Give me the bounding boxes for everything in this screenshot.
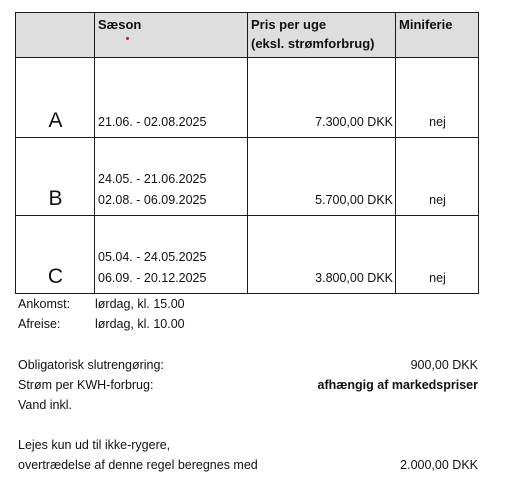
non-smoker-line2: overtrædelse af denne regel beregnes med bbox=[18, 458, 258, 472]
departure-value: lørdag, kl. 10.00 bbox=[95, 317, 185, 331]
miniferie-cell: nej bbox=[396, 58, 479, 138]
non-smoker-fine: 2.000,00 DKK bbox=[400, 458, 478, 472]
season-line: 24.05. - 21.06.2025 bbox=[98, 172, 207, 186]
non-smoker-line1: Lejes kun ud til ikke-rygere, bbox=[18, 438, 171, 452]
cleaning-value: 900,00 DKK bbox=[410, 358, 478, 372]
water-row bbox=[18, 395, 478, 415]
miniferie-cell: nej bbox=[396, 216, 479, 294]
cleaning-row bbox=[18, 355, 478, 375]
non-smoker-block bbox=[18, 435, 478, 475]
departure-label: Afreise: bbox=[18, 317, 61, 331]
price-cell: 7.300,00 DKK bbox=[248, 58, 396, 138]
cleaning-label: Obligatorisk slutrengøring: bbox=[18, 358, 164, 372]
season-cell bbox=[95, 216, 248, 294]
table-header-row bbox=[16, 13, 479, 58]
header-price-line1: Pris per uge bbox=[251, 17, 327, 32]
fees-block bbox=[18, 355, 478, 415]
header-price bbox=[248, 13, 396, 58]
season-line: 02.08. - 06.09.2025 bbox=[98, 193, 207, 207]
price-cell: 5.700,00 DKK bbox=[248, 138, 396, 216]
season-line: 06.09. - 20.12.2025 bbox=[98, 271, 207, 285]
price-table bbox=[15, 12, 479, 294]
header-miniferie: Miniferie bbox=[396, 13, 479, 58]
power-label: Strøm per KWH-forbrug: bbox=[18, 378, 154, 392]
power-row bbox=[18, 375, 478, 395]
header-season bbox=[95, 13, 248, 58]
non-smoker-line2-row bbox=[18, 455, 478, 475]
red-dot-mark bbox=[126, 37, 129, 40]
non-smoker-line1-row bbox=[18, 435, 478, 455]
category-cell: B bbox=[16, 138, 95, 216]
arrival-departure-block bbox=[18, 294, 478, 334]
header-price-line2: (eksl. strømforbrug) bbox=[251, 36, 375, 51]
power-value: afhængig af markedspriser bbox=[317, 378, 478, 392]
header-season-label: Sæson bbox=[98, 17, 142, 32]
arrival-label: Ankomst: bbox=[18, 297, 71, 311]
table-row bbox=[16, 216, 479, 294]
category-cell: A bbox=[16, 58, 95, 138]
price-cell: 3.800,00 DKK bbox=[248, 216, 396, 294]
season-cell bbox=[95, 58, 248, 138]
table-row bbox=[16, 138, 479, 216]
departure-row bbox=[18, 314, 478, 334]
water-label: Vand inkl. bbox=[18, 398, 72, 412]
season-line: 21.06. - 02.08.2025 bbox=[98, 115, 207, 129]
miniferie-cell: nej bbox=[396, 138, 479, 216]
header-category bbox=[16, 13, 95, 58]
arrival-row bbox=[18, 294, 478, 314]
season-cell bbox=[95, 138, 248, 216]
arrival-value: lørdag, kl. 15.00 bbox=[95, 297, 185, 311]
table-row bbox=[16, 58, 479, 138]
category-cell: C bbox=[16, 216, 95, 294]
season-line: 05.04. - 24.05.2025 bbox=[98, 250, 207, 264]
